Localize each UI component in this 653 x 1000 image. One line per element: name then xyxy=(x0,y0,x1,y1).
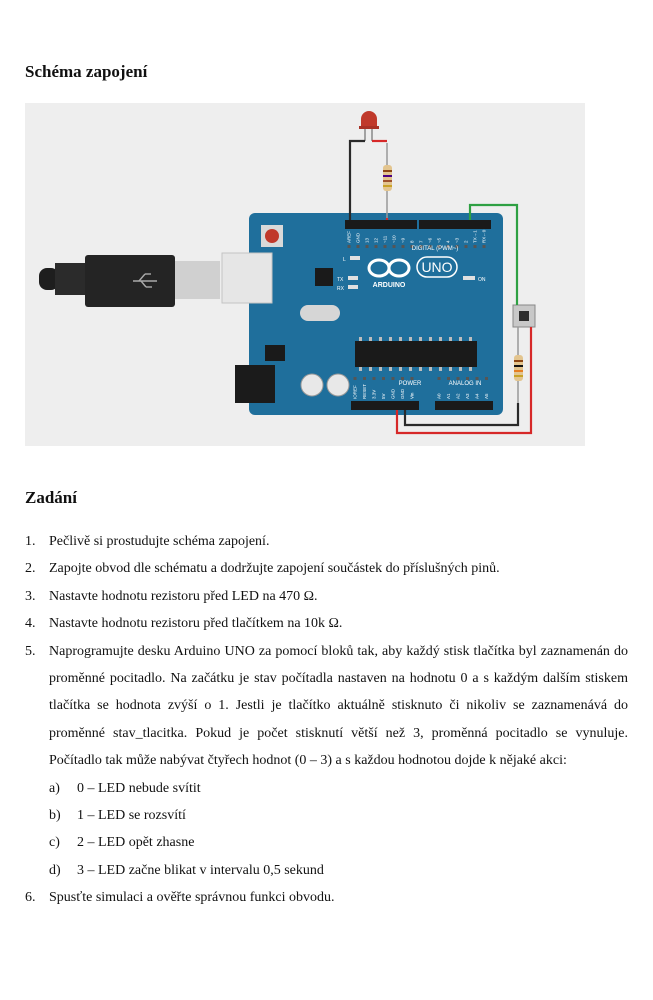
push-button xyxy=(513,305,535,327)
subtask-text: 0 – LED nebude svítit xyxy=(77,780,201,796)
pin-label: Vin xyxy=(409,392,415,399)
task-text: Pečlivě si prostudujte schéma zapojení. xyxy=(49,534,270,549)
analog-header-label: ANALOG IN xyxy=(448,381,482,387)
pin-label: ~10 xyxy=(391,235,397,243)
pin-label: 7 xyxy=(418,240,424,243)
subtask-letter: d) xyxy=(49,862,61,878)
subtask-text: 1 – LED se rozsvítí xyxy=(77,808,186,824)
subtask-letter: a) xyxy=(49,780,60,796)
pin-label: GND xyxy=(390,389,396,399)
task-text: Zapojte obvod dle schématu a dodržujte zapojení součástek do příslušných pinů. xyxy=(49,561,500,577)
pin-label: 2 xyxy=(463,240,469,243)
pin-label: RESET xyxy=(362,383,367,399)
section-heading-zadani: Zadání xyxy=(25,488,77,507)
subtask-letter: c) xyxy=(49,835,60,851)
atmega-chip xyxy=(355,341,477,367)
pin-label: GND xyxy=(355,233,361,243)
pin-label: RX←0 xyxy=(481,229,487,243)
task-item xyxy=(25,583,628,610)
tx-label: TX xyxy=(337,277,344,283)
subtask-letter: b) xyxy=(49,808,61,824)
task-text: Naprogramujte desku Arduino UNO za pomocí bloků tak, aby každý stisk tlačítka byl zaznamenán do proměnné pocitadlo. Na začátku je stav počítadla nastaven na hodnotu 0 a s každým dalším stiskem tlačítka se hodnota zvýší o 1. Jestli je tlačítko aktuálně stisknuto či nikoliv se zaznamenává do proměnné stav_tlacitka. Pokud je počet stisknutí větší než 3, proměnná pocitadlo se vynuluje. Počítadlo tak může nabývat čtyřech hodnot (0 – 3) a s každou hodnotou dojde k nějaké akci: xyxy=(49,643,628,769)
button-resistor xyxy=(514,327,523,403)
pin-label: A2 xyxy=(455,393,461,399)
subtask-item xyxy=(25,802,628,829)
pin-label: ~9 xyxy=(400,237,406,243)
pin-label: A5 xyxy=(484,393,489,399)
pin-label: ~6 xyxy=(427,237,433,243)
pin-label: GND xyxy=(400,389,405,399)
pin-label: 3.3V xyxy=(371,389,377,399)
task-item xyxy=(25,638,628,775)
pin-label: 8 xyxy=(409,240,415,243)
pin-label: 12 xyxy=(373,237,379,243)
circuit-svg xyxy=(25,103,585,446)
circuit-diagram xyxy=(25,103,585,446)
wire-led-gnd xyxy=(350,141,365,220)
task-number: 3. xyxy=(25,588,36,604)
pin-label: ~5 xyxy=(436,237,442,243)
digital-header-label: DIGITAL (PWM~) xyxy=(411,246,459,252)
arduino-board xyxy=(222,213,503,415)
subtask-text: 3 – LED začne blikat v intervalu 0,5 sekund xyxy=(77,862,324,878)
pin-label: ~11 xyxy=(382,235,388,243)
pin-label: ~3 xyxy=(454,237,460,243)
board-brand-label: ARDUINO xyxy=(372,282,406,289)
reset-button-icon xyxy=(265,229,279,243)
task-item xyxy=(25,528,628,555)
task-item xyxy=(25,610,628,637)
section-heading-schema: Schéma zapojení xyxy=(25,62,148,81)
task-item xyxy=(25,555,628,582)
pin-label: 5V xyxy=(381,393,386,399)
subtask-item xyxy=(25,857,628,884)
pin-label: TX→1 xyxy=(472,230,478,243)
task-text: Spusťte simulaci a ověřte správnou funkci obvodu. xyxy=(49,890,335,906)
subtask-item xyxy=(25,829,628,856)
task-item xyxy=(25,884,628,911)
pin-label: 4 xyxy=(445,240,451,243)
usb-cable xyxy=(39,255,220,307)
pin-label: A1 xyxy=(446,393,451,399)
task-number: 5. xyxy=(25,643,36,659)
task-number: 6. xyxy=(25,890,36,906)
task-text: Nastavte hodnotu rezistoru před tlačítkem na 10k Ω. xyxy=(49,616,343,632)
led-resistor xyxy=(383,143,392,218)
subtask-text: 2 – LED opět zhasne xyxy=(77,835,195,851)
task-list xyxy=(25,528,628,912)
task-number: 1. xyxy=(25,534,36,549)
task-text: Nastavte hodnotu rezistoru před LED na 470 Ω. xyxy=(49,588,318,604)
power-header-label: POWER xyxy=(398,381,422,387)
pin-label: A4 xyxy=(474,393,480,399)
task-number: 2. xyxy=(25,561,36,577)
rx-label: RX xyxy=(337,286,344,292)
l-label: L xyxy=(343,257,346,263)
task-number: 4. xyxy=(25,616,36,632)
pin-label: AREF xyxy=(346,230,352,243)
pin-label: A3 xyxy=(465,393,470,399)
led xyxy=(359,111,379,141)
subtask-item xyxy=(25,775,628,802)
pin-label: 13 xyxy=(364,237,370,243)
on-label: ON xyxy=(478,277,486,283)
pin-label: IOREF xyxy=(352,385,358,399)
pin-label: A0 xyxy=(436,393,442,399)
board-model-label: UNO xyxy=(421,259,453,275)
